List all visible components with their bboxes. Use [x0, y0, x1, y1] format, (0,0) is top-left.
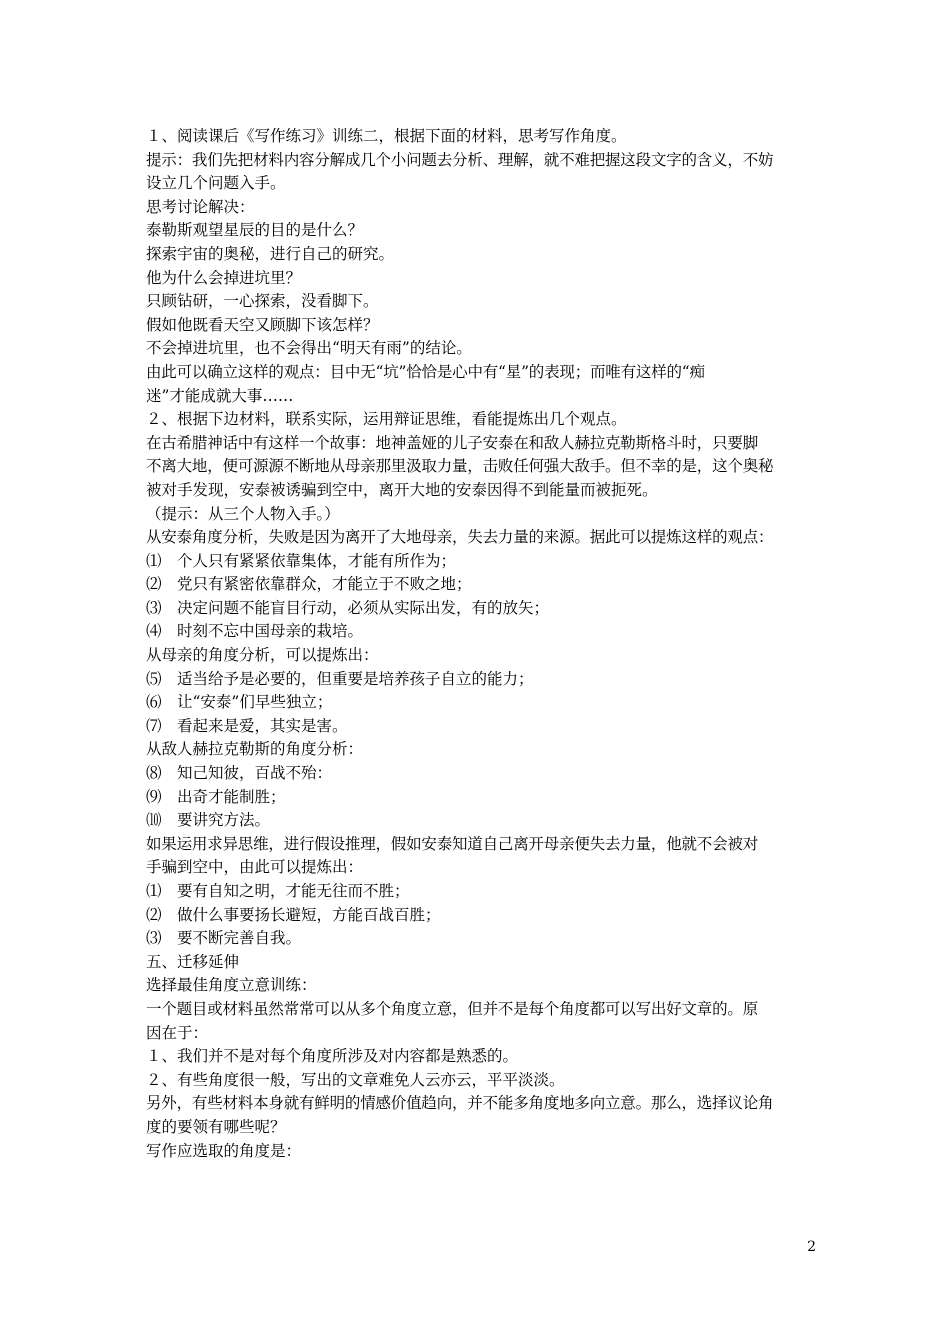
- text-line: 提示：我们先把材料内容分解成几个小问题去分析、理解，就不难把握这段文字的含义，不妨: [146, 150, 774, 169]
- text-line: 手骗到空中，由此可以提炼出：: [146, 858, 364, 877]
- text-line: 不离大地，便可源源不断地从母亲那里汲取力量，击败任何强大敌手。但不幸的是，这个奥秘: [146, 457, 774, 476]
- list-item: ２、有些角度很一般，写出的文章难免人云亦云，平平淡淡。: [146, 1070, 565, 1089]
- list-item: ⑽ 要讲究方法。: [146, 811, 271, 830]
- text-line: 假如他既看天空又顾脚下该怎样？: [146, 315, 379, 334]
- list-item: ⑼ 出奇才能制胜；: [146, 787, 286, 806]
- text-line: ２、根据下边材料，联系实际，运用辩证思维，看能提炼出几个观点。: [146, 410, 627, 429]
- text-line: 由此可以确立这样的观点：目中无“坑”恰恰是心中有“星”的表现；而唯有这样的“痴: [146, 362, 705, 381]
- text-line: 因在于：: [146, 1023, 209, 1042]
- page-number: 2: [807, 1239, 816, 1255]
- text-line: 被对手发现，安泰被诱骗到空中，离开大地的安泰因得不到能量而被扼死。: [146, 480, 658, 499]
- text-line: １、阅读课后《写作练习》训练二，根据下面的材料，思考写作角度。: [146, 127, 627, 145]
- text-line: 选择最佳角度立意训练：: [146, 976, 317, 995]
- list-item: ⑶ 决定问题不能盲目行动，必须从实际出发，有的放矢；: [146, 598, 550, 617]
- text-line: 不会掉进坑里，也不会得出“明天有雨”的结论。: [146, 339, 472, 358]
- list-item: ⑺ 看起来是爱，其实是害。: [146, 716, 348, 735]
- text-line: 他为什么会掉进坑里？: [146, 268, 302, 287]
- list-item: １、我们并不是对每个角度所涉及对内容都是熟悉的。: [146, 1047, 519, 1066]
- list-item: ⑸ 适当给予是必要的，但重要是培养孩子自立的能力；: [146, 669, 534, 688]
- text-line: 从母亲的角度分析，可以提炼出：: [146, 646, 379, 665]
- document-body: [146, 125, 816, 1163]
- text-line: 从安泰角度分析，失败是因为离开了大地母亲，失去力量的来源。据此可以提炼这样的观点：: [146, 528, 774, 547]
- text-line: 如果运用求异思维，进行假设推理，假如安泰知道自己离开母亲便失去力量，他就不会被对: [146, 834, 759, 853]
- text-line: 一个题目或材料虽然常常可以从多个角度立意，但并不是每个角度都可以写出好文章的。原: [146, 999, 759, 1018]
- text-line: 写作应选取的角度是：: [146, 1141, 302, 1160]
- list-item: ⑹ 让“安泰”们早些独立；: [146, 693, 333, 712]
- text-line: 思考讨论解决：: [146, 197, 255, 216]
- text-line: 在古希腊神话中有这样一个故事：地神盖娅的儿子安泰在和敌人赫拉克勒斯格斗时，只要脚: [146, 433, 759, 452]
- text-line: 迷”才能成就大事……: [146, 386, 294, 405]
- list-item: ⑶ 要不断完善自我。: [146, 929, 302, 948]
- text-line: 从敌人赫拉克勒斯的角度分析：: [146, 740, 364, 759]
- list-item: ⑴ 要有自知之明，才能无往而不胜；: [146, 882, 410, 900]
- list-item: ⑴ 个人只有紧紧依靠集体，才能有所作为；: [146, 551, 457, 570]
- text-line: 设立几个问题入手。: [146, 174, 286, 193]
- text-line: （提示：从三个人物入手。）: [146, 504, 340, 523]
- list-item: ⑵ 做什么事要扬长避短，方能百战百胜；: [146, 905, 441, 924]
- list-item: ⑵ 党只有紧密依靠群众，才能立于不败之地；: [146, 575, 472, 594]
- text-line: 探索宇宙的奥秘，进行自己的研究。: [146, 244, 395, 263]
- list-item: ⑻ 知己知彼，百战不殆：: [146, 764, 333, 783]
- text-line: 只顾钻研，一心探索，没看脚下。: [146, 292, 379, 311]
- list-item: ⑷ 时刻不忘中国母亲的栽培。: [146, 622, 364, 641]
- section-heading: 五、迁移延伸: [146, 952, 240, 971]
- text-line: 度的要领有哪些呢？: [146, 1117, 286, 1136]
- text-line: 泰勒斯观望星辰的目的是什么？: [146, 221, 364, 240]
- text-line: 另外，有些材料本身就有鲜明的情感价值趋向，并不能多角度地多向立意。那么，选择议论角: [146, 1094, 774, 1113]
